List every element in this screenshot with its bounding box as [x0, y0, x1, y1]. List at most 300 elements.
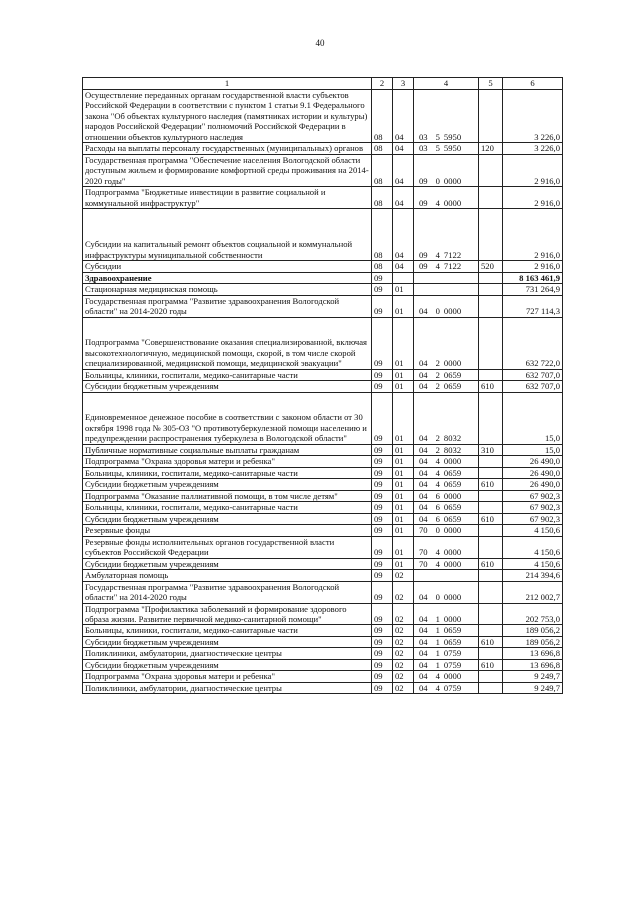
target-article-part: 0000: [443, 490, 462, 501]
target-article-part: 5950: [443, 131, 462, 142]
row-amount-cell: 632 707,0: [503, 381, 563, 392]
row-section-cell: 09: [372, 369, 393, 380]
row-amount-cell: 202 753,0: [503, 603, 563, 625]
target-article-part: 0000: [443, 175, 462, 186]
row-amount-cell: 189 056,2: [503, 625, 563, 636]
target-article-part: 8032: [443, 433, 462, 444]
row-target-article-cell: [414, 648, 479, 659]
target-article-part: 0000: [443, 592, 462, 603]
target-article-part: 0759: [443, 682, 462, 693]
page-number: 40: [315, 38, 325, 48]
row-target-article-cell: [414, 558, 479, 569]
target-article-part: 4: [435, 671, 440, 682]
row-expense-type-cell: [479, 90, 503, 143]
row-target-article-cell: [414, 625, 479, 636]
row-expense-type-cell: [479, 272, 503, 283]
target-article-part: 1: [435, 659, 440, 670]
row-name-cell: Больницы, клиники, госпитали, медико-санитарные части: [83, 369, 372, 380]
row-target-article-cell: [414, 682, 479, 693]
row-expense-type-cell: [479, 317, 503, 369]
row-amount-cell: 632 722,0: [503, 317, 563, 369]
row-target-article-cell: [414, 187, 479, 209]
target-article-part: 70: [419, 547, 428, 558]
row-subsection-cell: 01: [393, 369, 414, 380]
target-article-part: 0659: [443, 636, 462, 647]
row-target-article-cell: [414, 659, 479, 670]
row-section-cell: 09: [372, 444, 393, 455]
row-amount-cell: 15,0: [503, 444, 563, 455]
row-subsection-cell: 01: [393, 525, 414, 536]
target-article-part: 04: [419, 456, 428, 467]
row-section-cell: 09: [372, 456, 393, 467]
row-subsection-cell: 01: [393, 381, 414, 392]
target-article-part: 1: [435, 625, 440, 636]
row-expense-type-cell: [479, 625, 503, 636]
target-article-part: 09: [419, 197, 428, 208]
table-row: [83, 369, 563, 380]
target-article-part: 04: [419, 358, 428, 369]
row-subsection-cell: 02: [393, 648, 414, 659]
row-target-article-cell: [414, 143, 479, 154]
target-article-part: 09: [419, 261, 428, 272]
target-article-part: 1: [435, 613, 440, 624]
target-article-part: 04: [419, 648, 428, 659]
target-article-part: 0: [435, 592, 440, 603]
row-subsection-cell: 04: [393, 261, 414, 272]
row-name-cell: Поликлиники, амбулатории, диагностические центры: [83, 648, 372, 659]
row-expense-type-cell: [479, 536, 503, 558]
table-row: [83, 467, 563, 478]
table-row: [83, 317, 563, 369]
row-expense-type-cell: [479, 502, 503, 513]
target-article-part: 04: [419, 369, 428, 380]
row-amount-cell: 632 707,0: [503, 369, 563, 380]
row-amount-cell: 2 916,0: [503, 154, 563, 186]
row-subsection-cell: 01: [393, 295, 414, 317]
row-subsection-cell: 02: [393, 625, 414, 636]
row-name-cell: Подпрограмма "Профилактика заболеваний и формирование здорового образа жизни. Развитие первичной медико-санитарной помощи": [83, 603, 372, 625]
row-expense-type-cell: [479, 467, 503, 478]
row-target-article-cell: [414, 295, 479, 317]
row-section-cell: 09: [372, 682, 393, 693]
row-subsection-cell: 02: [393, 570, 414, 581]
row-subsection-cell: 01: [393, 490, 414, 501]
target-article-part: 6: [435, 513, 440, 524]
table-row: [83, 154, 563, 186]
row-name-cell: Субсидии на капитальный ремонт объектов социальной и коммунальной инфраструктуры муниципальной собственности: [83, 209, 372, 261]
row-amount-cell: 4 150,6: [503, 536, 563, 558]
row-subsection-cell: 02: [393, 636, 414, 647]
target-article-part: 04: [419, 659, 428, 670]
target-article-part: 5: [435, 143, 440, 154]
row-name-cell: Расходы на выплаты персоналу государственных (муниципальных) органов: [83, 143, 372, 154]
table-header-row: [83, 78, 563, 90]
target-article-part: 0000: [443, 358, 462, 369]
header-cell-expense-type: 5: [479, 78, 503, 90]
row-name-cell: Государственная программа "Обеспечение населения Вологодской области доступным жильем и формирование комфортной среды проживания на 2014-2020 годы": [83, 154, 372, 186]
row-amount-cell: 4 150,6: [503, 558, 563, 569]
table-row: [83, 671, 563, 682]
row-section-cell: 09: [372, 502, 393, 513]
row-section-cell: 09: [372, 272, 393, 283]
row-target-article-cell: [414, 272, 479, 283]
row-amount-cell: 727 114,3: [503, 295, 563, 317]
row-section-cell: 08: [372, 209, 393, 261]
target-article-part: 0659: [443, 513, 462, 524]
row-section-cell: 09: [372, 490, 393, 501]
row-section-cell: 09: [372, 536, 393, 558]
target-article-part: 2: [435, 381, 440, 392]
table-row: [83, 261, 563, 272]
target-article-part: 4: [435, 197, 440, 208]
target-article-part: 04: [419, 502, 428, 513]
header-cell-name: 1: [83, 78, 372, 90]
row-name-cell: Резервные фонды: [83, 525, 372, 536]
row-subsection-cell: 01: [393, 536, 414, 558]
row-section-cell: 08: [372, 154, 393, 186]
table-row: [83, 187, 563, 209]
target-article-part: 04: [419, 513, 428, 524]
row-section-cell: 09: [372, 467, 393, 478]
target-article-part: 0659: [443, 502, 462, 513]
row-name-cell: Больницы, клиники, госпитали, медико-санитарные части: [83, 625, 372, 636]
target-article-part: 5: [435, 131, 440, 142]
row-section-cell: 09: [372, 659, 393, 670]
row-name-cell: Государственная программа "Развитие здравоохранения Вологодской области" на 2014-2020 годы: [83, 581, 372, 603]
row-subsection-cell: 01: [393, 502, 414, 513]
target-article-part: 04: [419, 381, 428, 392]
row-target-article-cell: [414, 581, 479, 603]
row-name-cell: Резервные фонды исполнительных органов государственной власти субъектов Российской Федерации: [83, 536, 372, 558]
header-cell-section: 2: [372, 78, 393, 90]
target-article-part: 04: [419, 467, 428, 478]
header-cell-target-article: 4: [414, 78, 479, 90]
target-article-part: 4: [435, 479, 440, 490]
row-target-article-cell: [414, 479, 479, 490]
row-subsection-cell: 01: [393, 284, 414, 295]
target-article-part: 04: [419, 306, 428, 317]
row-amount-cell: 2 916,0: [503, 261, 563, 272]
target-article-part: 0000: [443, 306, 462, 317]
row-section-cell: 09: [372, 317, 393, 369]
table-row: [83, 381, 563, 392]
row-amount-cell: 67 902,3: [503, 490, 563, 501]
row-amount-cell: 67 902,3: [503, 513, 563, 524]
target-article-part: 04: [419, 444, 428, 455]
target-article-part: 04: [419, 613, 428, 624]
target-article-part: 4: [435, 456, 440, 467]
target-article-part: 2: [435, 369, 440, 380]
row-target-article-cell: [414, 444, 479, 455]
row-target-article-cell: [414, 392, 479, 444]
target-article-part: 1: [435, 636, 440, 647]
table-row: [83, 392, 563, 444]
table-row: [83, 284, 563, 295]
row-expense-type-cell: 610: [479, 513, 503, 524]
target-article-part: 03: [419, 131, 428, 142]
row-amount-cell: 67 902,3: [503, 502, 563, 513]
row-name-cell: Субсидии бюджетным учреждениям: [83, 659, 372, 670]
row-subsection-cell: 04: [393, 209, 414, 261]
row-section-cell: 09: [372, 525, 393, 536]
target-article-part: 7122: [443, 249, 462, 260]
row-name-cell: Субсидии бюджетным учреждениям: [83, 558, 372, 569]
row-name-cell: Больницы, клиники, госпитали, медико-санитарные части: [83, 467, 372, 478]
target-article-part: 0: [435, 175, 440, 186]
target-article-part: 2: [435, 358, 440, 369]
row-section-cell: 08: [372, 90, 393, 143]
target-article-part: 0759: [443, 659, 462, 670]
row-section-cell: 09: [372, 284, 393, 295]
row-section-cell: 09: [372, 381, 393, 392]
row-section-cell: 09: [372, 636, 393, 647]
row-amount-cell: 13 696,8: [503, 648, 563, 659]
target-article-part: 0000: [443, 671, 462, 682]
table-row: [83, 536, 563, 558]
target-article-part: 1: [435, 648, 440, 659]
target-article-part: 0000: [443, 456, 462, 467]
target-article-part: 0659: [443, 467, 462, 478]
row-name-cell: Больницы, клиники, госпитали, медико-санитарные части: [83, 502, 372, 513]
row-expense-type-cell: [479, 570, 503, 581]
target-article-part: 04: [419, 592, 428, 603]
row-target-article-cell: [414, 536, 479, 558]
row-expense-type-cell: 610: [479, 659, 503, 670]
target-article-part: 04: [419, 682, 428, 693]
row-subsection-cell: 01: [393, 558, 414, 569]
row-amount-cell: 13 696,8: [503, 659, 563, 670]
target-article-part: 4: [435, 467, 440, 478]
row-amount-cell: 26 490,0: [503, 467, 563, 478]
row-section-cell: 09: [372, 671, 393, 682]
target-article-part: 0659: [443, 381, 462, 392]
row-target-article-cell: [414, 603, 479, 625]
row-target-article-cell: [414, 513, 479, 524]
row-subsection-cell: 04: [393, 90, 414, 143]
row-amount-cell: 26 490,0: [503, 456, 563, 467]
table-row: [83, 209, 563, 261]
row-amount-cell: 8 163 461,9: [503, 272, 563, 283]
table-row: [83, 603, 563, 625]
row-amount-cell: 3 226,0: [503, 90, 563, 143]
row-target-article-cell: [414, 381, 479, 392]
row-section-cell: 09: [372, 625, 393, 636]
target-article-part: 4: [435, 261, 440, 272]
row-expense-type-cell: 610: [479, 381, 503, 392]
table-row: [83, 479, 563, 490]
row-name-cell: Субсидии бюджетным учреждениям: [83, 513, 372, 524]
target-article-part: 8032: [443, 444, 462, 455]
table-row: [83, 682, 563, 693]
row-expense-type-cell: 310: [479, 444, 503, 455]
target-article-part: 04: [419, 479, 428, 490]
header-cell-amount: 6: [503, 78, 563, 90]
row-target-article-cell: [414, 317, 479, 369]
target-article-part: 4: [435, 249, 440, 260]
table-row: [83, 456, 563, 467]
target-article-part: 0759: [443, 648, 462, 659]
row-amount-cell: 26 490,0: [503, 479, 563, 490]
row-section-cell: 09: [372, 558, 393, 569]
row-amount-cell: 2 916,0: [503, 187, 563, 209]
table-row: [83, 272, 563, 283]
row-expense-type-cell: 610: [479, 636, 503, 647]
row-section-cell: 08: [372, 187, 393, 209]
row-name-cell: Единовременное денежное пособие в соответствии с законом области от 30 октября 1998 года № 305-ОЗ "О противотуберкулезной помощи населению и предупреждении распространения туберкулеза в Вологодской области": [83, 392, 372, 444]
row-amount-cell: 15,0: [503, 392, 563, 444]
row-amount-cell: 189 056,2: [503, 636, 563, 647]
row-target-article-cell: [414, 90, 479, 143]
target-article-part: 04: [419, 636, 428, 647]
target-article-part: 09: [419, 249, 428, 260]
row-amount-cell: 2 916,0: [503, 209, 563, 261]
target-article-part: 04: [419, 625, 428, 636]
row-name-cell: Субсидии бюджетным учреждениям: [83, 636, 372, 647]
target-article-part: 04: [419, 490, 428, 501]
target-article-part: 0659: [443, 479, 462, 490]
table-row: [83, 143, 563, 154]
target-article-part: 2: [435, 433, 440, 444]
row-expense-type-cell: [479, 581, 503, 603]
target-article-part: 4: [435, 558, 440, 569]
row-name-cell: Поликлиники, амбулатории, диагностические центры: [83, 682, 372, 693]
row-section-cell: 09: [372, 513, 393, 524]
row-subsection-cell: 01: [393, 392, 414, 444]
row-subsection-cell: 02: [393, 581, 414, 603]
row-expense-type-cell: 520: [479, 261, 503, 272]
row-expense-type-cell: [479, 456, 503, 467]
table-row: [83, 502, 563, 513]
table-row: [83, 90, 563, 143]
row-subsection-cell: 02: [393, 671, 414, 682]
row-name-cell: Государственная программа "Развитие здравоохранения Вологодской области" на 2014-2020 годы: [83, 295, 372, 317]
row-target-article-cell: [414, 490, 479, 501]
row-section-cell: 08: [372, 261, 393, 272]
row-name-cell: Осуществление переданных органам государственной власти субъектов Российской Федерации в соответствии с пунктом 1 статьи 9.1 Федерального закона "Об объектах культурного наследия (памятниках истории и культуры) народов Российской Федерации" полномочий Российской Федерации в отношении объектов культурного наследия: [83, 90, 372, 143]
table-row: [83, 648, 563, 659]
row-expense-type-cell: [479, 603, 503, 625]
row-expense-type-cell: [479, 187, 503, 209]
row-subsection-cell: 02: [393, 682, 414, 693]
row-section-cell: 09: [372, 392, 393, 444]
row-subsection-cell: 01: [393, 456, 414, 467]
row-name-cell: Субсидии бюджетным учреждениям: [83, 479, 372, 490]
row-expense-type-cell: 610: [479, 479, 503, 490]
row-name-cell: Подпрограмма "Охрана здоровья матери и ребенка": [83, 456, 372, 467]
target-article-part: 7122: [443, 261, 462, 272]
row-expense-type-cell: [479, 154, 503, 186]
target-article-part: 0000: [443, 613, 462, 624]
row-amount-cell: 731 264,9: [503, 284, 563, 295]
table-row: [83, 444, 563, 455]
target-article-part: 0659: [443, 625, 462, 636]
row-expense-type-cell: [479, 648, 503, 659]
target-article-part: 6: [435, 490, 440, 501]
target-article-part: 2: [435, 444, 440, 455]
row-subsection-cell: 02: [393, 659, 414, 670]
row-amount-cell: 212 002,7: [503, 581, 563, 603]
target-article-part: 6: [435, 502, 440, 513]
row-subsection-cell: 04: [393, 143, 414, 154]
row-amount-cell: 3 226,0: [503, 143, 563, 154]
budget-table: [82, 77, 563, 694]
row-subsection-cell: 04: [393, 154, 414, 186]
row-name-cell: Публичные нормативные социальные выплаты гражданам: [83, 444, 372, 455]
row-expense-type-cell: [479, 490, 503, 501]
table-row: [83, 295, 563, 317]
target-article-part: 70: [419, 558, 428, 569]
row-expense-type-cell: [479, 671, 503, 682]
row-target-article-cell: [414, 154, 479, 186]
row-name-cell: Стационарная медицинская помощь: [83, 284, 372, 295]
row-expense-type-cell: [479, 682, 503, 693]
table-row: [83, 513, 563, 524]
table-row: [83, 581, 563, 603]
table-row: [83, 525, 563, 536]
target-article-part: 5950: [443, 143, 462, 154]
row-target-article-cell: [414, 671, 479, 682]
row-expense-type-cell: 120: [479, 143, 503, 154]
row-expense-type-cell: [479, 284, 503, 295]
target-article-part: 4: [435, 547, 440, 558]
row-name-cell: Субсидии: [83, 261, 372, 272]
row-target-article-cell: [414, 502, 479, 513]
target-article-part: 4: [435, 682, 440, 693]
row-section-cell: 09: [372, 603, 393, 625]
target-article-part: 0: [435, 306, 440, 317]
row-section-cell: 09: [372, 479, 393, 490]
row-subsection-cell: 04: [393, 187, 414, 209]
row-expense-type-cell: [479, 209, 503, 261]
row-expense-type-cell: [479, 295, 503, 317]
row-target-article-cell: [414, 284, 479, 295]
row-name-cell: Амбулаторная помощь: [83, 570, 372, 581]
target-article-part: 0: [435, 525, 440, 536]
target-article-part: 03: [419, 143, 428, 154]
row-name-cell: Здравоохранение: [83, 272, 372, 283]
row-subsection-cell: 02: [393, 603, 414, 625]
row-target-article-cell: [414, 467, 479, 478]
row-target-article-cell: [414, 261, 479, 272]
row-section-cell: 09: [372, 570, 393, 581]
target-article-part: 0659: [443, 369, 462, 380]
row-name-cell: Субсидии бюджетным учреждениям: [83, 381, 372, 392]
row-name-cell: Подпрограмма "Охрана здоровья матери и ребенка": [83, 671, 372, 682]
row-subsection-cell: 01: [393, 479, 414, 490]
row-section-cell: 09: [372, 648, 393, 659]
row-section-cell: 09: [372, 295, 393, 317]
target-article-part: 0000: [443, 197, 462, 208]
row-expense-type-cell: 610: [479, 558, 503, 569]
row-target-article-cell: [414, 456, 479, 467]
target-article-part: 04: [419, 671, 428, 682]
table-row: [83, 558, 563, 569]
row-subsection-cell: 01: [393, 444, 414, 455]
target-article-part: 09: [419, 175, 428, 186]
table-row: [83, 570, 563, 581]
row-amount-cell: 214 394,6: [503, 570, 563, 581]
row-target-article-cell: [414, 570, 479, 581]
row-target-article-cell: [414, 209, 479, 261]
table-row: [83, 636, 563, 647]
target-article-part: 0000: [443, 525, 462, 536]
row-target-article-cell: [414, 525, 479, 536]
row-expense-type-cell: [479, 369, 503, 380]
table-row: [83, 490, 563, 501]
row-name-cell: Подпрограмма "Бюджетные инвестиции в развитие социальной и коммунальной инфраструктур": [83, 187, 372, 209]
row-subsection-cell: [393, 272, 414, 283]
row-amount-cell: 9 249,7: [503, 671, 563, 682]
